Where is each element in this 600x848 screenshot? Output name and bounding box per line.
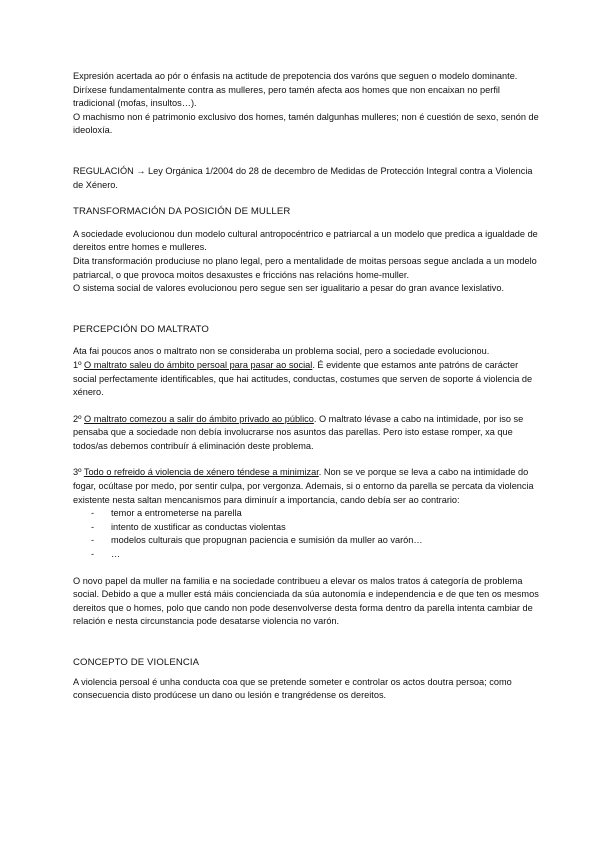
item-text: . É evidente que estamos ante patróns de carácter social perfectamente identificables, que hai actitudes, conductas, costumes que serven de soporte á violencia de xénero. (73, 359, 533, 398)
transformacion-paragraph-3: O sistema social de valores evolucionou pero segue sen ser igualitario a pesar do gran avance lexislativo. (73, 283, 505, 294)
section-heading-transformacion: TRANSFORMACIÓN DA POSICIÓN DE MULLER (73, 206, 291, 218)
list-item: - modelos culturais que propugnan paciencia e sumisión da muller ao varón… (73, 534, 543, 548)
transformacion-paragraph-2: Dita transformación produciuse no plano legal, pero a mentalidade de moitas persoas segue anclada a un modelo patriarcal, o que provoca moitos desaxustes e friccións nas relacións home-muller. (73, 255, 537, 280)
intro-paragraph-2: Diríxese fundamentalmente contra as mulleres, pero tamén afecta aos homes que non encaixan no perfil tradicional (mofas, insultos…). (73, 84, 500, 109)
item-underlined-text: Todo o refreido á violencia de xénero téndese a minimizar (83, 467, 319, 478)
transformacion-paragraph-1: A sociedade evolucionou dun modelo cultural antropocéntrico e patriarcal a un modelo que predica a igualdade de dereitos entre homes e mulleres. (73, 228, 538, 253)
item-underlined-text: O maltrato saleu do ámbito persoal para pasar ao social (84, 359, 313, 370)
regulacion-paragraph: REGULACIÓN → Ley Orgánica 1/2004 do 28 de decembro de Medidas de Protección Integral contra a Violencia de Xénero. (73, 165, 533, 190)
percepcion-closing: O novo papel da muller na familia e na sociedade contribueu a elevar os malos tratos á categoría de problema social. Debido a que a muller está máis concienciada da súa autonomía e independencia e de que ten os mesmos dereitos que o homes, polo que cando non pode desenvolverse desta forma dentro da parella intenta cambiar de relación e nesta circunstancia pode desatarse violencia no varón. (73, 575, 539, 627)
list-item: - … (73, 548, 543, 562)
section-heading-percepcion: PERCEPCIÓN DO MALTRATO (73, 323, 209, 335)
section-heading-concepto: CONCEPTO DE VIOLENCIA (73, 657, 200, 668)
intro-paragraph-3: O machismo non é patrimonio exclusivo dos homes, tamén dalgunhas mulleres; non é cuestión de sexo, senón de ideoloxía. (73, 111, 539, 136)
percepcion-intro: Ata fai poucos anos o maltrato non se consideraba un problema social, pero a sociedade evolucionou. (73, 346, 490, 357)
percepcion-item-2 (73, 413, 543, 454)
concepto-paragraph-1: A violencia persoal é unha conducta coa que se pretende someter e controlar os actos doutra persoa; como consecuencia disto prodúcese un dano ou lesión e trangrédense os dereitos. (73, 676, 512, 701)
percepcion-item-3 (73, 466, 543, 507)
document-page (73, 70, 543, 703)
item-number: 3º (73, 467, 84, 478)
percepcion-item-1 (73, 359, 543, 400)
item-text: . O maltrato lévase a cabo na intimidade, por iso se pensaba que a sociedade non debía involucrarse nos asuntos das parellas. Pero isto estase romper, xa que todos/as debemos contribuír á eliminación deste problema. (73, 413, 524, 451)
item-underlined-text: O maltrato comezou a salir do ámbito privado ao público (84, 413, 314, 424)
intro-paragraph-1: Expresión acertada ao pór o énfasis na actitude de prepotencia dos varóns que seguen o modelo dominante. (73, 71, 518, 81)
item-number: 2º (73, 413, 85, 424)
item-number: 1º (73, 359, 85, 370)
dash-list (73, 507, 543, 561)
list-item: - intento de xustificar as conductas violentas (73, 521, 543, 535)
item-text: . Non se ve porque se leva a cabo na intimidade do fogar, ocúltase por medo, por sentir culpa, por vergonza. Ademais, si o entorno da parella se percata da violencia existente nesta saltan mencanismos para diminuír a importancia, cando debía ser ao contrario: (73, 467, 534, 505)
list-item: - temor a entrometerse na parella (73, 507, 543, 521)
